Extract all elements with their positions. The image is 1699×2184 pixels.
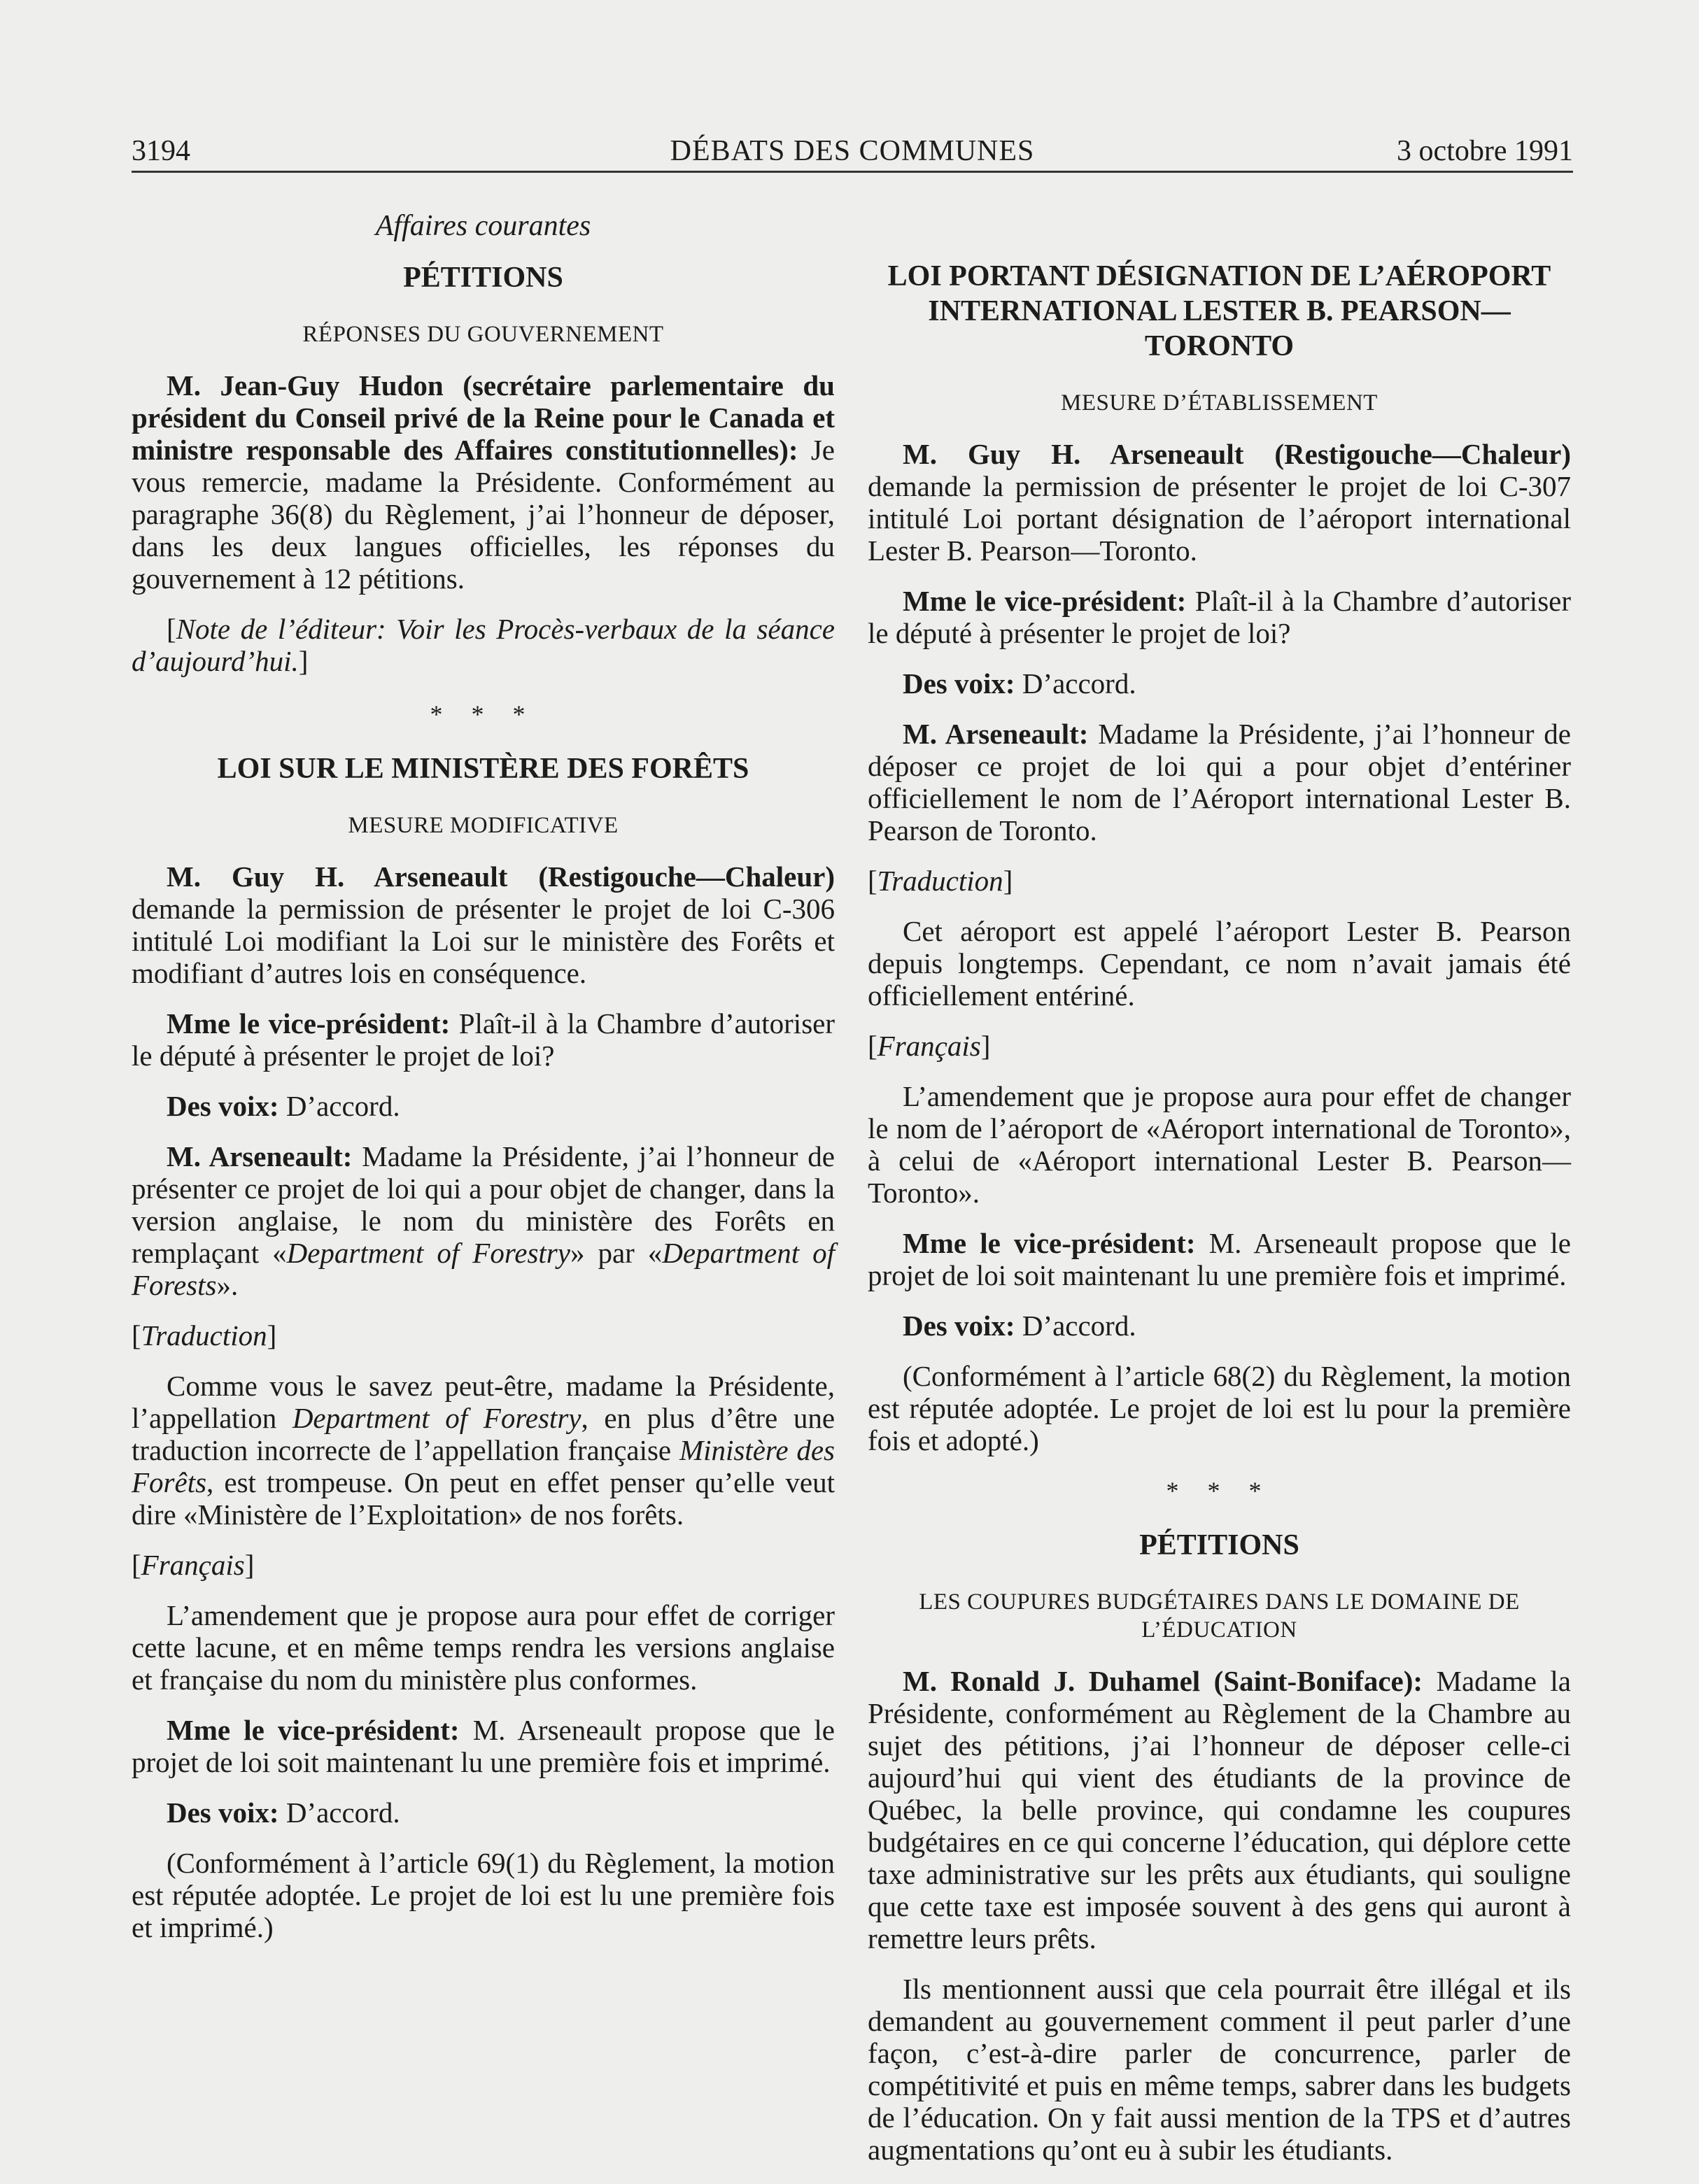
section-separator: * * * <box>1166 1477 1273 1505</box>
editor-note-text: Note de l’éditeur: Voir les Procès-verbaux de la séance d’aujourd’hui. <box>132 613 835 677</box>
heading-petitions: PÉTITIONS <box>1139 1529 1299 1561</box>
speech-text: Madame la Présidente, j’ai l’honneur de présenter ce projet de loi qui a pour objet de changer, dans la version anglaise, le nom du ministère des Forêts en remplaçant « <box>132 1140 835 1269</box>
speaker-name: M. Ronald J. Duhamel (Saint-Boniface): <box>903 1665 1423 1697</box>
speaker-name: M. Guy H. Arseneault (Restigouche—Chaleur) <box>903 438 1571 470</box>
paragraph-vice-president-2 <box>868 1227 1571 1291</box>
bracket-open: [ <box>132 1549 141 1581</box>
speaker-name: M. Jean-Guy Hudon (secrétaire parlementaire du président du Conseil privé de la Reine pour le Canada et ministre responsable des Affaires constitutionnelles): <box>132 369 835 466</box>
speech-text: demande la permission de présenter le projet de loi C-306 intitulé Loi modifiant la Loi sur le ministère des Forêts et modifiant d’autres lois en conséquence. <box>132 893 835 989</box>
left-column <box>132 203 835 1962</box>
paragraph-duhamel <box>868 1665 1571 1955</box>
translation-label: Traduction <box>141 1319 267 1352</box>
editor-note <box>132 613 835 677</box>
publication-date: 3 octobre 1991 <box>1397 135 1573 167</box>
bracket-close: ] <box>298 645 309 677</box>
speaker-name: M. Arseneault: <box>167 1140 353 1172</box>
speaker-name: Mme le vice-président: <box>167 1007 451 1040</box>
subheading-reponses: RÉPONSES DU GOUVERNEMENT <box>302 322 664 347</box>
speech-text: , en plus d’être une traduction incorrecte de l’appellation française <box>132 1402 836 1466</box>
speech-text: D’accord. <box>279 1796 400 1829</box>
italic-term: Department of Forestry <box>292 1402 581 1434</box>
bracket-open: [ <box>868 1030 877 1062</box>
page-header <box>132 132 1573 173</box>
translation-marker <box>132 1319 835 1352</box>
speech-text: D’accord. <box>279 1090 400 1122</box>
paragraph-vice-president <box>868 585 1571 649</box>
speech-text: Madame la Présidente, conformément au Règlement de la Chambre au sujet des pétitions, j’ai l’honneur de déposer celle-ci aujourd’hui qui vient des étudiants de la province de Québec, la belle province, qui condamne les coupures budgétaires en ce qui concerne l’éducation, qui déplore cette taxe administrative sur les prêts aux étudiants, qui souligne que cette taxe est imposée souvent à des gens qui auront à remettre leurs prêts. <box>868 1665 1571 1955</box>
page-number: 3194 <box>132 135 190 167</box>
bracket-close: ] <box>980 1030 991 1062</box>
speech-text: , est trompeuse. On peut en effet penser qu’elle veut dire «Ministère de l’Exploitation» de nos forêts. <box>132 1466 835 1531</box>
paragraph-adoption: (Conformément à l’article 68(2) du Règlement, la motion est réputée adoptée. Le projet de loi est lu pour la première fois et adopté.) <box>868 1360 1571 1456</box>
speaker-name: M. Guy H. Arseneault (Restigouche—Chaleur) <box>167 860 835 893</box>
speaker-name: M. Arseneault: <box>903 718 1089 750</box>
bracket-close: ] <box>1003 865 1013 897</box>
speech-text: D’accord. <box>1015 1310 1136 1342</box>
language-label: Français <box>141 1549 245 1581</box>
bracket-open: [ <box>132 1319 141 1352</box>
language-marker <box>132 1549 835 1581</box>
paragraph-adoption: (Conformément à l’article 69(1) du Règlement, la motion est réputée adoptée. Le projet de loi est lu une première fois et imprimé.) <box>132 1847 835 1943</box>
speaker-name: Des voix: <box>167 1090 279 1122</box>
subheading-mesure-modificative: MESURE MODIFICATIVE <box>348 813 619 838</box>
heading-loi-forets: LOI SUR LE MINISTÈRE DES FORÊTS <box>217 753 749 785</box>
paragraph-appellation <box>132 1370 835 1531</box>
subheading-mesure-etablissement: MESURE D’ÉTABLISSEMENT <box>1061 390 1378 416</box>
speaker-name: Des voix: <box>903 1310 1015 1342</box>
speaker-name: Mme le vice-président: <box>903 1227 1196 1259</box>
paragraph-arseneault-speech <box>132 1140 835 1301</box>
language-label: Français <box>877 1030 981 1062</box>
speech-text: D’accord. <box>1015 667 1136 700</box>
speech-text: demande la permission de présenter le projet de loi C-307 intitulé Loi portant désignation de l’aéroport international Lester B. Pearson—Toronto. <box>868 470 1571 567</box>
paragraph-aeroport-nom: Cet aéroport est appelé l’aéroport Lester B. Pearson depuis longtemps. Cependant, ce nom n’avait jamais été officiellement entériné. <box>868 915 1571 1012</box>
bracket-open: [ <box>868 865 877 897</box>
heading-loi-aeroport: LOI PORTANT DÉSIGNATION DE L’AÉROPORT INTERNATIONAL LESTER B. PEARSON—TORONTO <box>887 260 1551 362</box>
heading-petitions: PÉTITIONS <box>403 262 563 294</box>
paragraph-vice-president-2 <box>132 1714 835 1778</box>
speaker-name: Mme le vice-président: <box>903 585 1187 617</box>
speech-text: M. Arseneault propose que le projet de loi soit maintenant lu une première fois et imprimé. <box>868 1227 1571 1291</box>
speaker-name: Mme le vice-président: <box>167 1714 460 1746</box>
speech-text: Plaît-il à la Chambre d’autoriser le député à présenter le projet de loi? <box>132 1007 835 1072</box>
translation-label: Traduction <box>877 865 1003 897</box>
paragraph-des-voix-2 <box>132 1796 835 1829</box>
speaker-name: Des voix: <box>903 667 1015 700</box>
language-marker <box>868 1030 1571 1062</box>
bracket-close: ] <box>244 1549 255 1581</box>
paragraph-des-voix-2 <box>868 1310 1571 1342</box>
paragraph-mentionnent: Ils mentionnent aussi que cela pourrait être illégal et ils demandent au gouvernement comment il peut parler d’une façon, c’est-à-dire parler de concurrence, parler de compétitivité et puis en même temps, sabrer dans les budgets de l’éducation. On y fait aussi mention de la TPS et d’autres augmentations qu’ont eu à subir les étudiants. <box>868 1973 1571 2166</box>
section-rubric: Affaires courantes <box>375 210 591 242</box>
paragraph-vice-president <box>132 1007 835 1072</box>
paragraph-arseneault-motion <box>868 438 1571 567</box>
italic-term: Ministère des Forêts <box>132 1434 835 1498</box>
italic-term: Department of Forestry <box>286 1237 570 1269</box>
paragraph-hudon <box>132 369 835 595</box>
speech-text: Madame la Présidente, j’ai l’honneur de déposer ce projet de loi qui a pour objet d’entériner officiellement le nom de l’Aéroport international Lester B. Pearson de Toronto. <box>868 718 1571 846</box>
paragraph-des-voix <box>132 1090 835 1122</box>
publication-title: DÉBATS DES COMMUNES <box>670 135 1035 167</box>
paragraph-des-voix <box>868 667 1571 700</box>
right-column <box>868 203 1571 2184</box>
bracket-open: [ <box>167 613 176 645</box>
paragraph-amendement: L’amendement que je propose aura pour effet de corriger cette lacune, et en même temps rendra les versions anglaise et française du nom du ministère plus conformes. <box>132 1599 835 1696</box>
paragraph-arseneault-motion <box>132 860 835 989</box>
speech-text: Comme vous le savez peut-être, madame la Présidente, l’appellation <box>132 1370 835 1434</box>
speaker-name: Des voix: <box>167 1796 279 1829</box>
speech-text: Je vous remercie, madame la Présidente. Conformément au paragraphe 36(8) du Règlement, j’ai l’honneur de déposer, dans les deux langues officielles, les réponses du gouvernement à 12 pétitions. <box>132 434 836 595</box>
paragraph-arseneault-speech <box>868 718 1571 846</box>
bracket-close: ] <box>267 1319 277 1352</box>
section-separator: * * * <box>430 700 537 728</box>
speech-text: Plaît-il à la Chambre d’autoriser le député à présenter le projet de loi? <box>868 585 1571 649</box>
translation-marker <box>868 865 1571 897</box>
speech-text: » par « <box>570 1237 663 1269</box>
speech-text: M. Arseneault propose que le projet de loi soit maintenant lu une première fois et imprimé. <box>132 1714 835 1778</box>
italic-term: Department of Forests <box>132 1237 835 1301</box>
speech-text: ». <box>216 1269 239 1301</box>
paragraph-amendement: L’amendement que je propose aura pour effet de changer le nom de l’aéroport de «Aéroport international de Toronto», à celui de «Aéroport international Lester B. Pearson—Toronto». <box>868 1080 1571 1209</box>
subheading-coupures: LES COUPURES BUDGÉTAIRES DANS LE DOMAINE DE L’ÉDUCATION <box>919 1589 1520 1643</box>
